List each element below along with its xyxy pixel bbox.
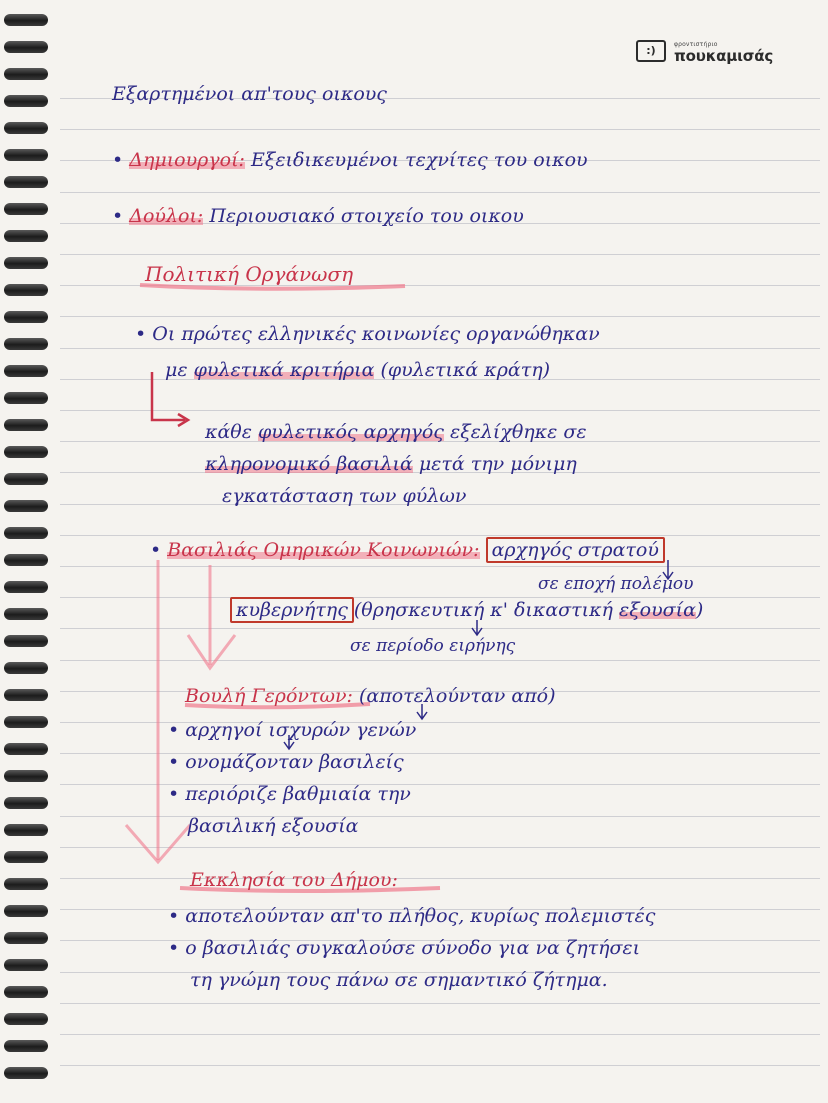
assembly-b2a-text: ο βασιλιάς συγκαλούσε σύνοδο για να ζητήσει: [185, 937, 641, 959]
note-line-3: • Δούλοι: Περιουσιακό στοιχείο του οικου: [112, 205, 524, 227]
assembly-bullet-2: • ο βασιλιάς συγκαλούσε σύνοδο για να ζητήσει: [168, 937, 641, 959]
king-note-peace: σε περίοδο ειρήνης: [350, 636, 516, 656]
king-paren-post: ): [695, 599, 704, 621]
council-b3a-text: περιόριζε βαθμιαία την: [185, 783, 411, 805]
down-arrow-icon-2: [472, 620, 482, 635]
assembly-bullet-2-cont: τη γνώμη τους πάνω σε σημαντικό ζήτημα.: [190, 969, 608, 991]
council-b1-text: αρχηγοί ισχυρών γενών: [185, 719, 417, 741]
para1-text-a: Οι πρώτες ελληνικές κοινωνίες οργανώθηκαν: [152, 323, 600, 345]
council-label: Βουλή Γερόντων:: [185, 685, 353, 707]
para2-highlight-b: κληρονομικό βασιλιά: [205, 453, 413, 475]
para2-line-b: [205, 452, 577, 476]
smiley-box-icon: :): [636, 40, 666, 62]
para1-line-a: • Οι πρώτες ελληνικές κοινωνίες οργανώθηκαν: [135, 323, 600, 345]
assembly-bullet-1: • αποτελούνταν απ'το πλήθος, κυρίως πολεμιστές: [168, 905, 656, 927]
para2-post-b: μετά την μόνιμη: [418, 453, 577, 475]
logo-tagline: φροντιστήριο: [674, 41, 718, 48]
def-dimiourgoi: Εξειδικευμένοι τεχνίτες του οικου: [251, 149, 588, 171]
note-line-2: • Δημιουργοί: Εξειδικευμένοι τεχνίτες του οικου: [112, 149, 588, 171]
king-label: Βασιλιάς Ομηρικών Κοινωνιών:: [167, 539, 480, 561]
para1-line-b: [165, 358, 550, 382]
king-paren-highlight: εξουσία: [619, 599, 696, 621]
para2-line-a: [205, 420, 587, 444]
council-bullet-3-cont: βασιλική εξουσία: [188, 815, 359, 837]
para1-pre: με: [165, 359, 188, 381]
council-b2-text: ονομάζονταν βασιλείς: [185, 751, 404, 773]
council-note: (αποτελούνταν από): [358, 685, 556, 707]
king-paren-pre: (θρησκευτική κ' δικαστική: [353, 599, 613, 621]
para1-highlight: φυλετικά κριτήρια: [193, 359, 375, 381]
king-box-governor: κυβερνήτης: [230, 597, 354, 623]
council-line: [185, 684, 556, 708]
para1-post: (φυλετικά κράτη): [380, 359, 551, 381]
assembly-b1-text: αποτελούνταν απ'το πλήθος, κυρίως πολεμιστές: [185, 905, 656, 927]
king-line: • Βασιλιάς Ομηρικών Κοινωνιών: αρχηγός στρατού: [150, 538, 665, 562]
king-note-war: σε εποχή πολέμου: [538, 574, 694, 594]
heading-political-organization: Πολιτική Οργάνωση: [145, 262, 354, 286]
note-line-1: Εξαρτημένοι απ'τους οικους: [112, 83, 387, 105]
logo-brand: πουκαμισάς: [674, 47, 774, 65]
assembly-label: Εκκλησία του Δήμου:: [190, 869, 398, 891]
para2-post-a: εξελίχθηκε σε: [450, 421, 587, 443]
council-bullet-2: • ονομάζονταν βασιλείς: [168, 751, 404, 773]
term-douloi: Δούλοι:: [129, 205, 204, 227]
king-box-army: αρχηγός στρατού: [486, 537, 665, 563]
council-bullet-1: • αρχηγοί ισχυρών γενών: [168, 719, 417, 741]
council-bullet-3: • περιόριζε βαθμιαία την: [168, 783, 411, 805]
para2-highlight-a: φυλετικός αρχηγός: [257, 421, 444, 443]
term-dimiourgoi: Δημιουργοί:: [129, 149, 245, 171]
def-douloi: Περιουσιακό στοιχείο του οικου: [209, 205, 524, 227]
king-line-2: [230, 598, 703, 622]
para2-pre: κάθε: [205, 421, 252, 443]
para2-line-c: εγκατάσταση των φύλων: [222, 485, 467, 507]
